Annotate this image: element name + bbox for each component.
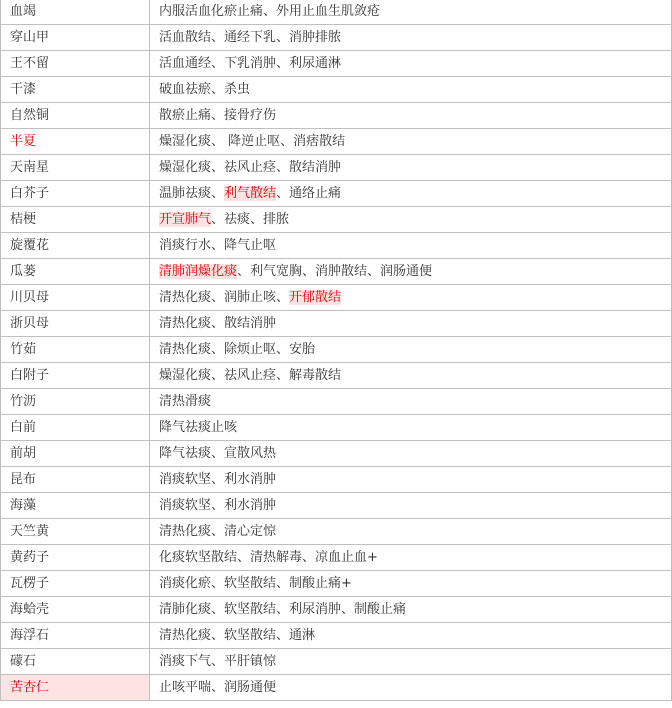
herb-effect: 降气祛痰止咳	[150, 415, 672, 441]
herb-name: 海浮石	[1, 623, 150, 649]
herb-name: 白前	[1, 415, 150, 441]
effect-highlight: 清肺润燥化痰	[159, 264, 238, 279]
herb-effect	[150, 259, 672, 285]
herb-effect: 化痰软坚散结、清热解毒、凉血止血+	[150, 545, 672, 571]
effect-text: 温肺祛痰、	[159, 186, 225, 201]
table-row	[1, 311, 672, 337]
herb-effect: 清热滑痰	[150, 389, 672, 415]
herb-effect	[150, 207, 672, 233]
herb-effect: 散瘀止痛、接骨疗伤	[150, 103, 672, 129]
table-row	[1, 103, 672, 129]
herb-effect: 燥湿化痰、祛风止痉、散结消肿	[150, 155, 672, 181]
herb-effect: 消痰软坚、利水消肿	[150, 493, 672, 519]
herb-effect: 清热化痰、除烦止呕、安胎	[150, 337, 672, 363]
herb-effect: 消痰软坚、利水消肿	[150, 467, 672, 493]
table-row	[1, 259, 672, 285]
table-row	[1, 467, 672, 493]
effect-text: 、通络止痛	[276, 186, 342, 201]
table-row	[1, 337, 672, 363]
herb-name: 瓜蒌	[1, 259, 150, 285]
table-row	[1, 285, 672, 311]
herb-effect: 消痰化瘀、软坚散结、制酸止痛+	[150, 571, 672, 597]
herb-name-highlighted: 半夏	[1, 129, 150, 155]
herb-name: 竹沥	[1, 389, 150, 415]
effect-text: 、祛痰、排脓	[211, 212, 290, 227]
table-row	[1, 181, 672, 207]
table-row	[1, 0, 672, 25]
effect-text: 、利气宽胸、消肿散结、润肠通便	[237, 264, 433, 279]
herb-name: 海藻	[1, 493, 150, 519]
table-row	[1, 675, 672, 701]
table-row	[1, 415, 672, 441]
herb-effect	[150, 181, 672, 207]
herb-name: 桔梗	[1, 207, 150, 233]
herb-name: 浙贝母	[1, 311, 150, 337]
effect-text: 清热化痰、润肺止咳、	[159, 290, 290, 305]
herb-effect	[150, 285, 672, 311]
table-row	[1, 363, 672, 389]
table-row	[1, 233, 672, 259]
table-row	[1, 571, 672, 597]
table-row	[1, 389, 672, 415]
herb-effect: 止咳平喘、润肠通便	[150, 675, 672, 701]
herb-name: 白附子	[1, 363, 150, 389]
herb-effect: 活血散结、通经下乳、消肿排脓	[150, 25, 672, 51]
herb-effect: 活血通经、下乳消肿、利尿通淋	[150, 51, 672, 77]
table-row	[1, 519, 672, 545]
herb-name: 天竺黄	[1, 519, 150, 545]
herb-name: 竹茹	[1, 337, 150, 363]
table-row	[1, 129, 672, 155]
herb-effect: 消痰下气、平肝镇惊	[150, 649, 672, 675]
herb-name: 前胡	[1, 441, 150, 467]
herb-name: 王不留	[1, 51, 150, 77]
herb-effect: 清热化痰、清心定惊	[150, 519, 672, 545]
table-row	[1, 25, 672, 51]
herb-name: 川贝母	[1, 285, 150, 311]
herb-name: 自然铜	[1, 103, 150, 129]
herb-effect: 降气祛痰、宣散风热	[150, 441, 672, 467]
table-row	[1, 51, 672, 77]
herb-name: 旋覆花	[1, 233, 150, 259]
herb-name: 礞石	[1, 649, 150, 675]
herb-name: 穿山甲	[1, 25, 150, 51]
herb-effect: 清肺化痰、软坚散结、利尿消肿、制酸止痛	[150, 597, 672, 623]
herb-effect: 燥湿化痰、祛风止痉、解毒散结	[150, 363, 672, 389]
herb-name: 海蛤壳	[1, 597, 150, 623]
table-row	[1, 623, 672, 649]
table-row	[1, 155, 672, 181]
table-row	[1, 493, 672, 519]
herb-name: 天南星	[1, 155, 150, 181]
herb-name: 瓦楞子	[1, 571, 150, 597]
herb-name: 白芥子	[1, 181, 150, 207]
effect-highlight: 开郁散结	[289, 290, 342, 305]
table-row	[1, 545, 672, 571]
herb-name: 干漆	[1, 77, 150, 103]
herb-name: 血竭	[1, 0, 150, 25]
herb-effect: 清热化痰、软坚散结、通淋	[150, 623, 672, 649]
herb-effect: 清热化痰、散结消肿	[150, 311, 672, 337]
herb-effect: 破血祛瘀、杀虫	[150, 77, 672, 103]
table-row	[1, 77, 672, 103]
effect-highlight: 开宣肺气	[159, 212, 212, 227]
herb-name: 昆布	[1, 467, 150, 493]
herb-effect: 燥湿化痰、 降逆止呕、消痞散结	[150, 129, 672, 155]
herb-name-highlighted: 苦杏仁	[1, 675, 150, 701]
herb-effect: 内服活血化瘀止痛、外用止血生肌敛疮	[150, 0, 672, 25]
table-row	[1, 441, 672, 467]
table-row	[1, 597, 672, 623]
table-row	[1, 207, 672, 233]
table-row	[1, 649, 672, 675]
effect-highlight: 利气散结	[224, 186, 277, 201]
herb-name: 黄药子	[1, 545, 150, 571]
herb-effect: 消痰行水、降气止呕	[150, 233, 672, 259]
